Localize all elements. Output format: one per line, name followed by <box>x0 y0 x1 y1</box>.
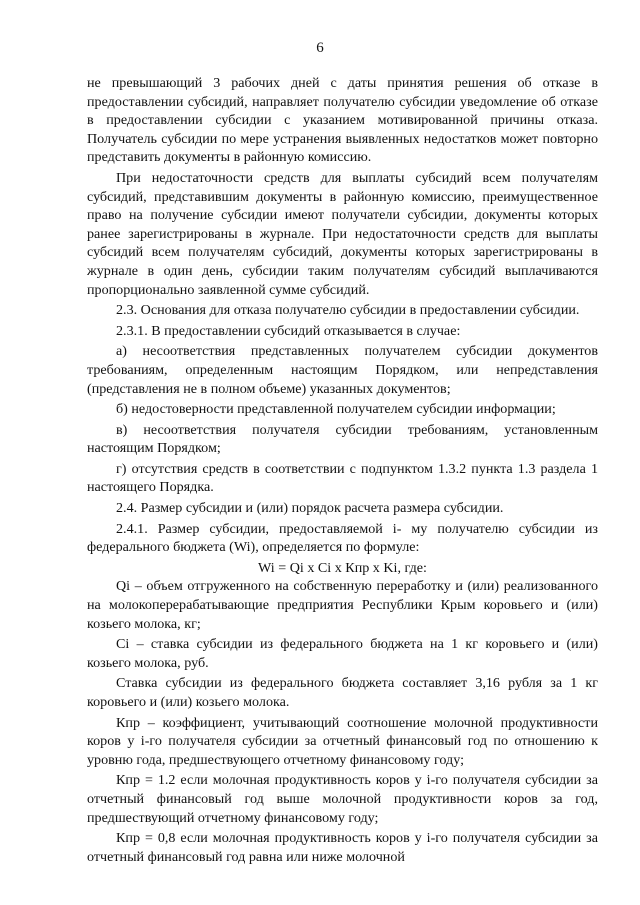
paragraph: не превышающий 3 рабочих дней с даты принятия решения об отказе в предоставлении субсидий, направляет получателю субсидии уведомление об отказе в предоставлении субсидии с указанием мотивированной причины отказа. Получатель субсидии по мере устранения выявленных недостатков может повторно представить документы в районную комиссию. <box>87 75 598 166</box>
formula: Wi = Qi x Ci x Кпр x Ki, где: <box>258 559 427 576</box>
paragraph: Ставка субсидии из федерального бюджета составляет 3,16 рубля за 1 кг коровьего и (или) козьего молока. <box>87 675 598 710</box>
page-number: 6 <box>316 40 324 56</box>
section-heading: 2.3. Основания для отказа получателю субсидии в предоставлении субсидии. <box>116 302 580 319</box>
section-heading: 2.4. Размер субсидии и (или) порядок расчета размера субсидии. <box>116 500 504 517</box>
paragraph: Кпр – коэффициент, учитывающий соотношение молочной продуктивности коров у i-го получателя субсидии за отчетный финансовый год по отношению к уровню года, предшествующего отчетному финансовому году; <box>87 714 598 768</box>
paragraph: Ci – ставка субсидии из федерального бюджета на 1 кг коровьего и (или) козьего молока, руб. <box>87 636 598 671</box>
paragraph: При недостаточности средств для выплаты субсидий всем получателям субсидий, представившим документы в районную комиссию, преимущественное право на получение субсидии имеют получатели субсидии, документы которых ранее зарегистрированы в журнале. При недостаточности средств для выплаты субсидий всем получателям субсидий, документы которых зарегистрированы в журнале в один день, субсидии таким получателям субсидий выплачиваются пропорционально заявленной сумме субсидий. <box>87 169 598 298</box>
paragraph: Qi – объем отгруженного на собственную переработку и (или) реализованного на молокоперерабатывающие предприятия Республики Крым коровьего и (или) козьего молока, кг; <box>87 578 598 632</box>
list-item: а) несоответствия представленных получателем субсидии документов требованиям, определенным настоящим Порядком, или непредставления (представления не в полном объеме) указанных документов; <box>87 343 598 397</box>
paragraph: 2.4.1. Размер субсидии, предоставляемой i- му получателю субсидии из федерального бюджета (Wi), определяется по формуле: <box>87 520 598 556</box>
list-item: г) отсутствия средств в соответствии с подпунктом 1.3.2 пункта 1.3 раздела 1 настоящего Порядка. <box>87 460 598 496</box>
list-item: в) несоответствия получателя субсидии требованиям, установленным настоящим Порядком; <box>87 421 598 457</box>
list-item: б) недостоверности представленной получателем субсидии информации; <box>116 401 556 418</box>
paragraph: Кпр = 1.2 если молочная продуктивность коров у i-го получателя субсидии за отчетный финансовый год выше молочной продуктивности коров за год, предшествующий отчетному финансовому году; <box>87 772 598 826</box>
document-body <box>87 74 598 868</box>
paragraph: 2.3.1. В предоставлении субсидий отказывается в случае: <box>116 322 461 339</box>
paragraph: Кпр = 0,8 если молочная продуктивность коров у i-го получателя субсидии за отчетный финансовый год равна или ниже молочной <box>87 830 598 865</box>
